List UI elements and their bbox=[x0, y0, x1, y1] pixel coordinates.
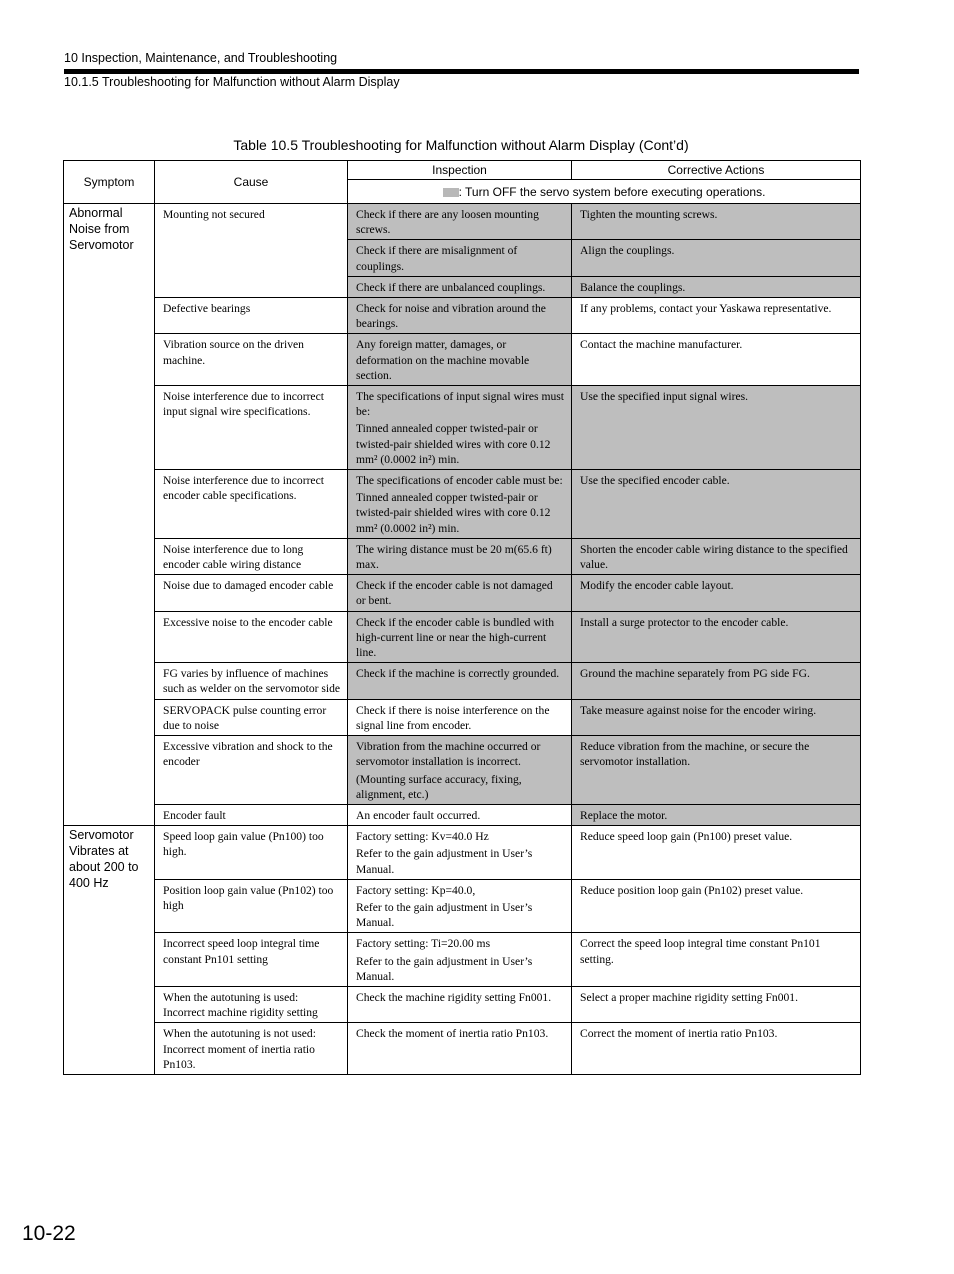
cause-cell: FG varies by influence of machines such as welder on the servomotor side bbox=[155, 663, 348, 699]
inspection-text: Refer to the gain adjustment in User’s Manual. bbox=[356, 847, 533, 876]
corrective-action-cell: Reduce speed loop gain (Pn100) preset value. bbox=[572, 826, 861, 880]
inspection-cell bbox=[348, 663, 572, 699]
inspection-cell bbox=[348, 298, 572, 334]
corrective-action-cell: Install a surge protector to the encoder cable. bbox=[572, 611, 861, 663]
inspection-cell bbox=[348, 276, 572, 297]
cause-cell: Noise interference due to long encoder cable wiring distance bbox=[155, 538, 348, 574]
cause-cell: Speed loop gain value (Pn100) too high. bbox=[155, 826, 348, 880]
note-text: : Turn OFF the servo system before executing operations. bbox=[458, 184, 766, 199]
inspection-cell bbox=[348, 879, 572, 933]
symptom-cell: Servomotor Vibrates at about 200 to 400 Hz bbox=[64, 826, 155, 1075]
corrective-action-cell: Tighten the mounting screws. bbox=[572, 204, 861, 240]
table-row bbox=[64, 736, 861, 805]
table-body bbox=[64, 161, 861, 1075]
inspection-text: Check if there are unbalanced couplings. bbox=[356, 280, 546, 294]
inspection-cell bbox=[348, 804, 572, 825]
corrective-action-cell: Shorten the encoder cable wiring distance to the specified value. bbox=[572, 538, 861, 574]
table-row bbox=[64, 1023, 861, 1075]
table-row bbox=[64, 204, 861, 240]
cause-cell: Vibration source on the driven machine. bbox=[155, 334, 348, 386]
table-row bbox=[64, 334, 861, 386]
inspection-cell bbox=[348, 933, 572, 987]
inspection-text: Check if there are misalignment of couplings. bbox=[356, 244, 518, 273]
inspection-text: Any foreign matter, damages, or deformation on the machine movable section. bbox=[356, 338, 530, 382]
inspection-cell bbox=[348, 826, 572, 880]
inspection-text: The specifications of encoder cable must be: bbox=[356, 474, 563, 488]
inspection-text: Factory setting: Ti=20.00 ms bbox=[356, 937, 491, 951]
corrective-action-cell: Correct the moment of inertia ratio Pn103. bbox=[572, 1023, 861, 1075]
table-row bbox=[64, 663, 861, 699]
inspection-text: (Mounting surface accuracy, fixing, alignment, etc.) bbox=[356, 772, 522, 801]
inspection-cell bbox=[348, 240, 572, 276]
header-rule bbox=[64, 69, 859, 74]
page-number: 10-22 bbox=[22, 1222, 76, 1245]
note-cell bbox=[348, 180, 861, 204]
corrective-action-cell: Align the couplings. bbox=[572, 240, 861, 276]
inspection-text: Check if the encoder cable is bundled with high-current line or near the high-current line. bbox=[356, 615, 554, 660]
inspection-cell bbox=[348, 204, 572, 240]
inspection-text: Check if the encoder cable is not damaged or bent. bbox=[356, 579, 553, 608]
cause-cell: When the autotuning is not used: Incorrect moment of inertia ratio Pn103. bbox=[155, 1023, 348, 1075]
corrective-action-cell: Modify the encoder cable layout. bbox=[572, 575, 861, 611]
table-row bbox=[64, 575, 861, 611]
inspection-text: Factory setting: Kv=40.0 Hz bbox=[356, 830, 489, 844]
inspection-text: Check the moment of inertia ratio Pn103. bbox=[356, 1027, 549, 1041]
table-row bbox=[64, 386, 861, 470]
inspection-text: Tinned annealed copper twisted-pair or twisted-pair shielded wires with core 0.12 mm² (0.0002 in²) min. bbox=[356, 422, 551, 466]
table-row bbox=[64, 986, 861, 1022]
table-row bbox=[64, 538, 861, 574]
troubleshooting-table bbox=[63, 160, 861, 1075]
corrective-action-cell: Use the specified input signal wires. bbox=[572, 386, 861, 470]
col-header-cause: Cause bbox=[155, 161, 348, 204]
corrective-action-cell: Correct the speed loop integral time constant Pn101 setting. bbox=[572, 933, 861, 987]
table-row bbox=[64, 933, 861, 987]
table-row bbox=[64, 804, 861, 825]
corrective-action-cell: Balance the couplings. bbox=[572, 276, 861, 297]
symptom-cell: Abnormal Noise from Servomotor bbox=[64, 204, 155, 826]
col-header-inspection: Inspection bbox=[348, 161, 572, 180]
inspection-text: Refer to the gain adjustment in User’s Manual. bbox=[356, 900, 533, 930]
inspection-cell bbox=[348, 611, 572, 663]
col-header-corrective: Corrective Actions bbox=[572, 161, 861, 180]
table-caption: Table 10.5 Troubleshooting for Malfunction without Alarm Display (Cont’d) bbox=[233, 137, 689, 153]
inspection-text: Check for noise and vibration around the bearings. bbox=[356, 302, 546, 331]
inspection-cell bbox=[348, 1023, 572, 1075]
inspection-text: Check if there are any loosen mounting screws. bbox=[356, 208, 539, 237]
table-row bbox=[64, 611, 861, 663]
inspection-text: Check if the machine is correctly grounded. bbox=[356, 667, 560, 681]
table-row bbox=[64, 879, 861, 933]
table-row bbox=[64, 298, 861, 334]
inspection-text: Check the machine rigidity setting Fn001. bbox=[356, 990, 552, 1004]
inspection-cell bbox=[348, 334, 572, 386]
inspection-cell bbox=[348, 986, 572, 1022]
inspection-cell bbox=[348, 736, 572, 805]
corrective-action-cell: Take measure against noise for the encoder wiring. bbox=[572, 699, 861, 735]
cause-cell: Position loop gain value (Pn102) too high bbox=[155, 879, 348, 933]
inspection-cell bbox=[348, 470, 572, 539]
cause-cell: Defective bearings bbox=[155, 298, 348, 334]
inspection-text: An encoder fault occurred. bbox=[356, 808, 481, 822]
inspection-text: Factory setting: Kp=40.0, bbox=[356, 883, 476, 897]
inspection-text: Check if there is noise interference on the signal line from encoder. bbox=[356, 703, 550, 732]
chapter-header: 10 Inspection, Maintenance, and Troubleshooting bbox=[64, 51, 338, 65]
table-row bbox=[64, 470, 861, 539]
table-row bbox=[64, 826, 861, 880]
shaded-legend-icon bbox=[443, 188, 459, 197]
cause-cell: SERVOPACK pulse counting error due to noise bbox=[155, 699, 348, 735]
corrective-action-cell: Use the specified encoder cable. bbox=[572, 470, 861, 539]
cause-cell: Encoder fault bbox=[155, 804, 348, 825]
cause-cell: Noise interference due to incorrect input signal wire specifications. bbox=[155, 386, 348, 470]
inspection-text: Vibration from the machine occurred or servomotor installation is incorrect. bbox=[356, 740, 541, 769]
inspection-cell bbox=[348, 386, 572, 470]
inspection-cell bbox=[348, 575, 572, 611]
cause-cell: Excessive noise to the encoder cable bbox=[155, 611, 348, 663]
inspection-text: The specifications of input signal wires must be: bbox=[356, 390, 565, 419]
cause-cell: Excessive vibration and shock to the encoder bbox=[155, 736, 348, 805]
cause-cell: Mounting not secured bbox=[155, 204, 348, 298]
corrective-action-cell: Reduce position loop gain (Pn102) preset value. bbox=[572, 879, 861, 933]
cause-cell: Noise due to damaged encoder cable bbox=[155, 575, 348, 611]
corrective-action-cell: Select a proper machine rigidity setting Fn001. bbox=[572, 986, 861, 1022]
cause-cell: Incorrect speed loop integral time constant Pn101 setting bbox=[155, 933, 348, 987]
corrective-action-cell: Ground the machine separately from PG side FG. bbox=[572, 663, 861, 699]
cause-cell: When the autotuning is used: Incorrect machine rigidity setting bbox=[155, 986, 348, 1022]
table-row bbox=[64, 699, 861, 735]
corrective-action-cell: Reduce vibration from the machine, or secure the servomotor installation. bbox=[572, 736, 861, 805]
corrective-action-cell: Contact the machine manufacturer. bbox=[572, 334, 861, 386]
cause-cell: Noise interference due to incorrect encoder cable specifications. bbox=[155, 470, 348, 539]
inspection-text: Tinned annealed copper twisted-pair or twisted-pair shielded wires with core 0.12 mm² (0.0002 in²) min. bbox=[356, 491, 551, 535]
corrective-action-cell: If any problems, contact your Yaskawa representative. bbox=[572, 298, 861, 334]
inspection-text: The wiring distance must be 20 m(65.6 ft) max. bbox=[356, 542, 552, 572]
col-header-symptom: Symptom bbox=[64, 161, 155, 204]
section-header: 10.1.5 Troubleshooting for Malfunction without Alarm Display bbox=[64, 75, 400, 89]
inspection-text: Refer to the gain adjustment in User’s Manual. bbox=[356, 954, 533, 983]
corrective-action-cell: Replace the motor. bbox=[572, 804, 861, 825]
header-row bbox=[64, 161, 861, 180]
inspection-cell bbox=[348, 699, 572, 735]
inspection-cell bbox=[348, 538, 572, 574]
